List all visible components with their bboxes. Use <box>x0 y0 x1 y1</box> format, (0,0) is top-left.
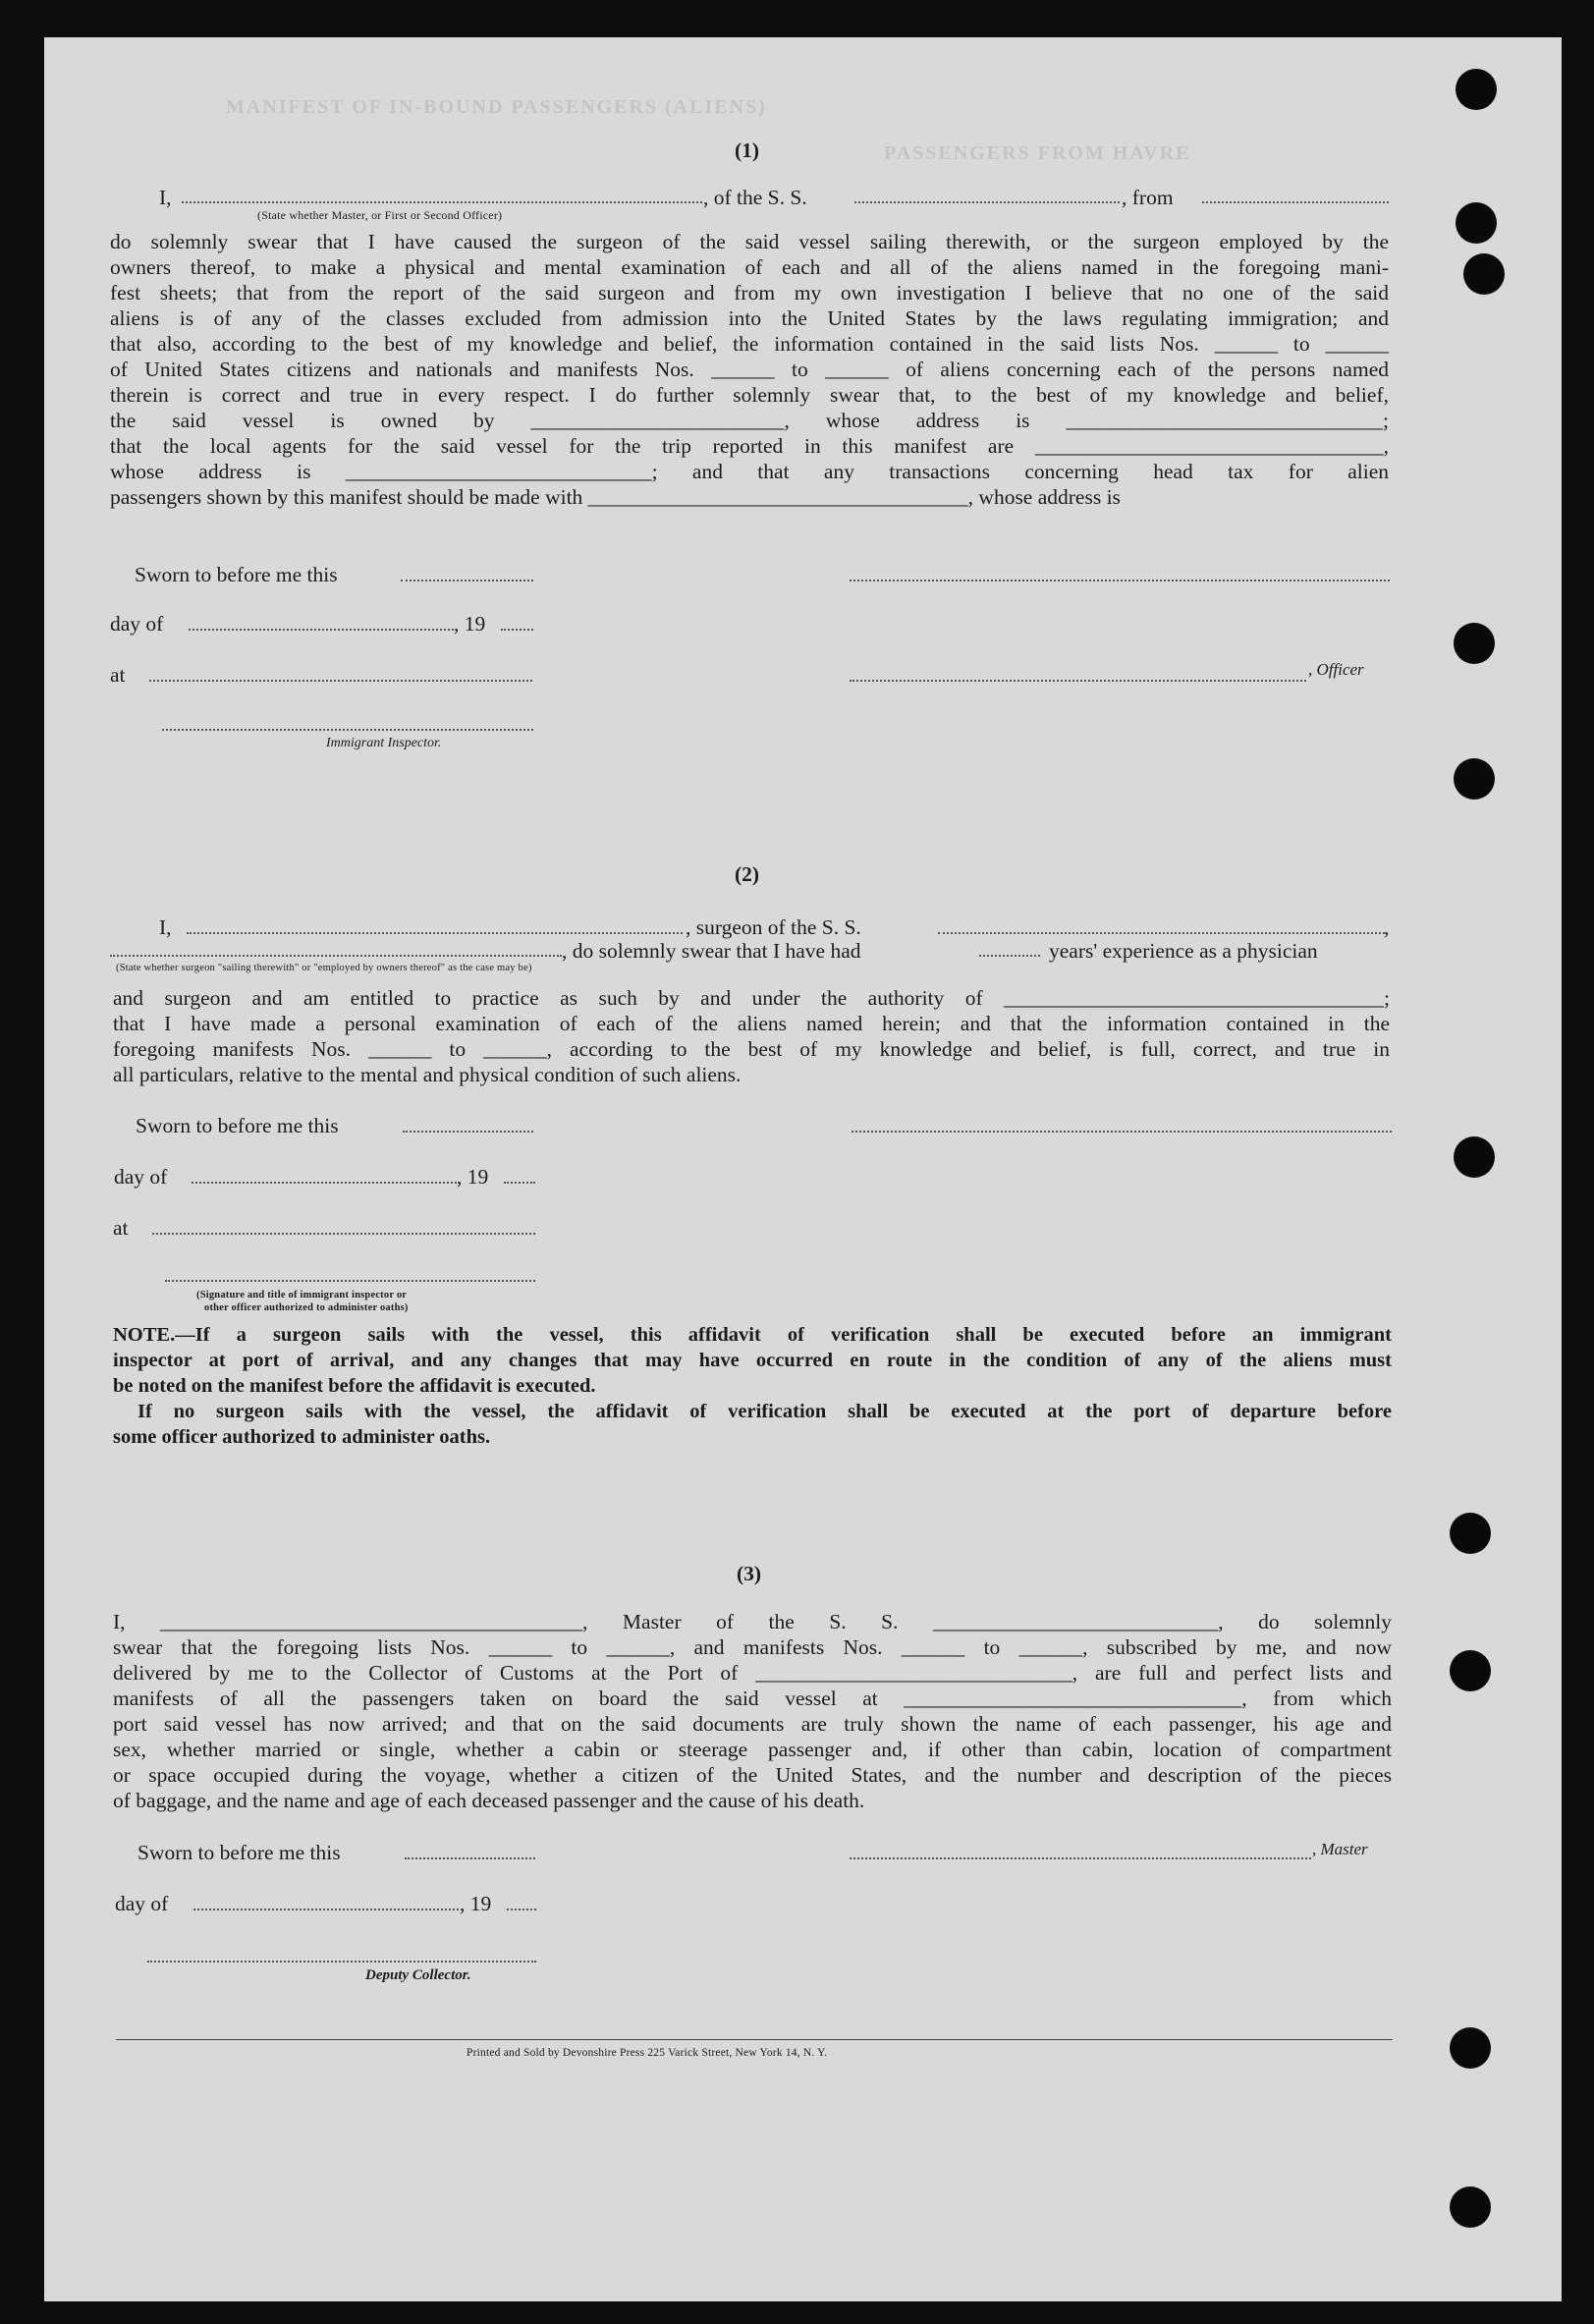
oath3-text-line: or space occupied during the voyage, whether a citizen of the United States, and the number and description of the pieces <box>113 1763 1392 1787</box>
oath1-text-line: passengers shown by this manifest should be made with ____________________________________, whose address is <box>110 485 1121 509</box>
punch-hole <box>1450 1650 1491 1691</box>
oath3-text-line: of baggage, and the name and age of each deceased passenger and the cause of his death. <box>113 1789 865 1812</box>
sworn-label: Sworn to before me this <box>135 563 338 586</box>
section-2-heading: (2) <box>735 862 760 886</box>
sworn-date-field-3[interactable] <box>405 1857 535 1859</box>
month-field-2[interactable] <box>192 1182 457 1184</box>
surgeon-ship-field[interactable] <box>938 932 1385 934</box>
sworn-label-3: Sworn to before me this <box>137 1841 341 1864</box>
note-text-line: be noted on the manifest before the affidavit is executed. <box>113 1375 596 1397</box>
oath3-text-line: swear that the foregoing lists Nos. ______ to ______, and manifests Nos. ______ to ______, subscribed by me, and now <box>113 1635 1392 1659</box>
punch-hole <box>1454 758 1495 800</box>
footer-rule <box>116 2039 1393 2040</box>
oath3-text-line: manifests of all the passengers taken on board the said vessel at ________________________________, from which <box>113 1687 1392 1710</box>
year-field-3[interactable] <box>507 1909 536 1910</box>
month-field[interactable] <box>189 629 454 631</box>
sworn-date-field-2[interactable] <box>403 1131 533 1133</box>
year-prefix-2: , 19 <box>457 1165 489 1189</box>
oath1-text-line: owners thereof, to make a physical and mental examination of each and all of the aliens named in the foregoing mani- <box>110 255 1389 279</box>
year-field-2[interactable] <box>504 1182 535 1184</box>
sworn-date-field[interactable] <box>401 580 533 581</box>
oath3-text-line: port said vessel has now arrived; and that on the said documents are truly shown the name of each passenger, his age and <box>113 1712 1392 1736</box>
at-label: at <box>110 663 126 687</box>
oath2-years: years' experience as a physician <box>1049 939 1318 963</box>
punch-hole <box>1450 1513 1491 1554</box>
sig-hint-1: (Signature and title of immigrant inspector or <box>196 1290 408 1300</box>
from-port-field[interactable] <box>1202 201 1389 203</box>
sworn-label-2: Sworn to before me this <box>136 1114 339 1137</box>
oath2-ss-label: , surgeon of the S. S. <box>686 915 861 939</box>
officer-type-hint: (State whether Master, or First or Second Officer) <box>257 208 503 222</box>
officer-name-field[interactable] <box>182 201 702 203</box>
deputy-signature-field[interactable] <box>147 1961 536 1963</box>
oath1-line1-I: I, <box>159 186 172 209</box>
note-text-line: NOTE.—If a surgeon sails with the vessel, this affidavit of verification shall be executed before an immigrant <box>113 1324 1392 1346</box>
note-paragraph-2 <box>113 1399 1392 1450</box>
section-3-heading: (3) <box>737 1562 762 1585</box>
surgeon-type-field[interactable] <box>110 955 562 957</box>
signature-field[interactable] <box>850 580 1390 581</box>
deputy-collector-label: Deputy Collector. <box>365 1967 471 1983</box>
oath3-text-line: delivered by me to the Collector of Customs at the Port of ______________________________, are full and perfect lists and <box>113 1661 1392 1685</box>
inspector-signature-field[interactable] <box>162 729 533 731</box>
oath2-text-line: and surgeon and am entitled to practice as such by and under the authority of ____________________________________; <box>113 986 1390 1010</box>
oath2-body <box>113 985 1390 1087</box>
note2-text-line: some officer authorized to administer oaths. <box>113 1426 491 1448</box>
surgeon-name-field[interactable] <box>187 932 683 934</box>
note-text-line: inspector at port of arrival, and any changes that may have occurred en route in the condition of any of the aliens must <box>113 1350 1392 1371</box>
oath1-text-line: aliens is of any of the classes excluded from admission into the United States by the laws regulating immigration; and <box>110 306 1389 330</box>
years-field[interactable] <box>979 955 1040 957</box>
punch-hole <box>1454 623 1495 664</box>
punch-hole <box>1456 69 1497 110</box>
ship-name-field[interactable] <box>854 201 1120 203</box>
punch-hole <box>1450 2186 1491 2228</box>
master-label: , Master <box>1312 1840 1368 1858</box>
officer-signature-field[interactable] <box>850 680 1306 682</box>
oath1-text-line: of United States citizens and nationals and manifests Nos. ______ to ______ of aliens concerning each of the persons named <box>110 358 1389 381</box>
oath1-text-line: whose address is _____________________________; and that any transactions concerning head tax for alien <box>110 460 1389 483</box>
punch-hole <box>1450 2027 1491 2069</box>
section-1-heading: (1) <box>735 138 760 162</box>
officer-label: , Officer <box>1308 660 1364 679</box>
at-place-field-2[interactable] <box>152 1233 535 1235</box>
oath1-text-line: that also, according to the best of my knowledge and belief, the information contained in the said lists Nos. ______ to ______ <box>110 332 1389 356</box>
surgeon-type-hint: (State whether surgeon "sailing therewith" or "employed by owners thereof" as the case may be) <box>116 963 532 973</box>
year-field[interactable] <box>501 629 533 631</box>
oath3-text-line: I, ________________________________________, Master of the S. S. ___________________________, do solemnly <box>113 1610 1392 1633</box>
oath3-text-line: sex, whether married or single, whether a cabin or steerage passenger and, if other than cabin, location of compartment <box>113 1738 1392 1761</box>
oath2-text-line: that I have made a personal examination of each of the aliens named herein; and that the information contained in the <box>113 1012 1390 1035</box>
day-of-label-3: day of <box>115 1892 169 1915</box>
punch-hole <box>1463 253 1505 295</box>
day-of-label: day of <box>110 612 164 636</box>
oath1-text-line: fest sheets; that from the report of the said surgeon and from my own investigation I believe that no one of the said <box>110 281 1389 304</box>
master-signature-field[interactable] <box>850 1857 1311 1859</box>
oath1-text-line: the said vessel is owned by ________________________, whose address is ______________________________; <box>110 409 1389 432</box>
oath1-ss-label: , of the S. S. <box>703 186 807 209</box>
bleed-through: MANIFEST OF IN-BOUND PASSENGERS (ALIENS) <box>226 96 767 118</box>
oath1-from-label: , from <box>1122 186 1174 209</box>
printer-credit: Printed and Sold by Devonshire Press 225 Varick Street, New York 14, N. Y. <box>467 2047 828 2059</box>
sig-hint-2: other officer authorized to administer oaths) <box>204 1302 409 1313</box>
oath2-text-line: foregoing manifests Nos. ______ to ______, according to the best of my knowledge and belief, is full, correct, and true in <box>113 1037 1390 1061</box>
oath3-body <box>113 1609 1392 1813</box>
punch-hole <box>1456 202 1497 244</box>
oath2-I: I, <box>159 915 172 939</box>
oath2-swear: , do solemnly swear that I have had <box>562 939 861 963</box>
day-of-label-2: day of <box>114 1165 168 1189</box>
oath1-text-line: that the local agents for the said vessel for the trip reported in this manifest are _________________________________, <box>110 434 1389 458</box>
at-place-field[interactable] <box>149 680 532 682</box>
oath1-body <box>110 229 1389 510</box>
surgeon-signature-field[interactable] <box>852 1131 1392 1133</box>
oath2-comma: , <box>1384 915 1390 939</box>
oath1-text-line: therein is correct and true in every respect. I do further solemnly swear that, to the best of my knowledge and belief, <box>110 383 1389 407</box>
punch-hole <box>1454 1136 1495 1178</box>
inspector-signature-field-2[interactable] <box>165 1280 535 1282</box>
year-prefix-3: , 19 <box>460 1892 492 1915</box>
year-prefix: , 19 <box>454 612 486 636</box>
month-field-3[interactable] <box>193 1909 459 1910</box>
at-label-2: at <box>113 1216 129 1240</box>
oath1-text-line: do solemnly swear that I have caused the surgeon of the said vessel sailing therewith, or the surgeon employed by the <box>110 230 1389 253</box>
bleed-through: PASSENGERS FROM HAVRE <box>884 142 1191 164</box>
immigrant-inspector-label: Immigrant Inspector. <box>326 736 442 750</box>
note2-text-line: If no surgeon sails with the vessel, the affidavit of verification shall be executed at the port of departure before <box>137 1401 1392 1422</box>
note-paragraph <box>113 1322 1392 1399</box>
oath2-text-line: all particulars, relative to the mental and physical condition of such aliens. <box>113 1063 742 1086</box>
